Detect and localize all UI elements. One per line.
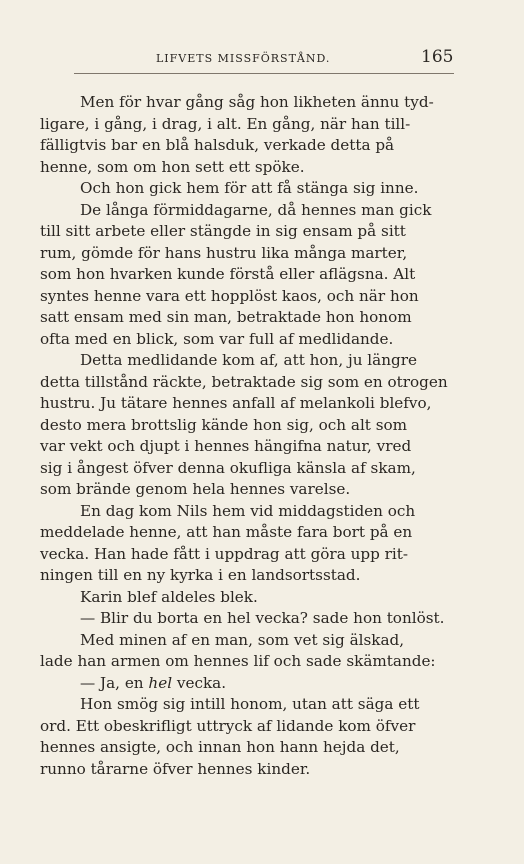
text-line: Med minen af en man, som vet sig älskad, [80,630,405,649]
emphasis-text: hel [148,673,173,692]
text-line: fälligtvis bar en blå halsduk, verkade detta på [40,136,395,154]
text-line: ligare, i gång, i drag, i alt. En gång, när han till- [40,114,411,133]
text-line: som hon hvarken kunde förstå eller aflägsna. Alt [40,265,416,283]
text-line: meddelade henne, att han måste fara bort på en [40,523,413,541]
text-line: De långa förmiddagarne, då hennes man gick [80,200,432,219]
text-segment: — Ja, en [80,673,149,692]
text-line: lade han armen om hennes lif och sade skämtande: [40,652,436,670]
text-line-mixed [40,673,444,695]
text-line: ofta med en blick, som var full af medlidande. [40,329,394,348]
text-line: ningen till en ny kyrka i en landsortsstad. [40,566,361,584]
text-line: — Blir du borta en hel vecka? sade hon tonlöst. [80,609,445,627]
text-line: henne, som om hon sett ett spöke. [40,157,305,176]
text-line: sig i ångest öfver denna okufliga känsla af skam, [40,458,416,477]
text-line: detta tillstånd räckte, betraktade sig som en otrogen [40,372,448,391]
text-line: vecka. Han hade fått i uppdrag att göra upp rit- [40,544,408,563]
text-line: runno tårarne öfver hennes kinder. [40,759,311,778]
text-line: som brände genom hela hennes varelse. [40,480,351,498]
text-segment: vecka. [172,673,227,692]
text-line: rum, gömde för hans hustru lika många marter, [40,243,408,262]
text-line: var vekt och djupt i hennes hängifna natur, vred [40,437,412,455]
text-line: satt ensam med sin man, betraktade hon honom [40,308,412,326]
header-rule [74,73,454,74]
text-line: till sitt arbete eller stängde in sig ensam på sitt [40,222,406,240]
running-title: LIFVETS MISSFÖRSTÅND. [156,52,331,65]
text-line: Detta medlidande kom af, att hon, ju längre [80,351,417,369]
text-line: ord. Ett obeskrifligt uttryck af lidande kom öfver [40,716,416,735]
text-line: En dag kom Nils hem vid middagstiden och [80,501,416,520]
text-line: hustru. Ju tätare hennes anfall af melankoli blefvo, [40,394,432,412]
text-line: hennes ansigte, och innan hon hann hejda det, [40,738,400,756]
text-line: Karin blef aldeles blek. [80,587,258,606]
text-line: Hon smög sig intill honom, utan att säga ett [80,695,420,713]
text-line: Men för hvar gång såg hon likheten ännu tyd- [80,93,434,111]
page-number: 165 [421,47,454,67]
text-line: desto mera brottslig kände hon sig, och alt som [40,415,408,434]
text-line: syntes henne vara ett hopplöst kaos, och när hon [40,286,419,305]
text-line: Och hon gick hem för att få stänga sig inne. [80,179,419,197]
body-text [40,92,448,780]
